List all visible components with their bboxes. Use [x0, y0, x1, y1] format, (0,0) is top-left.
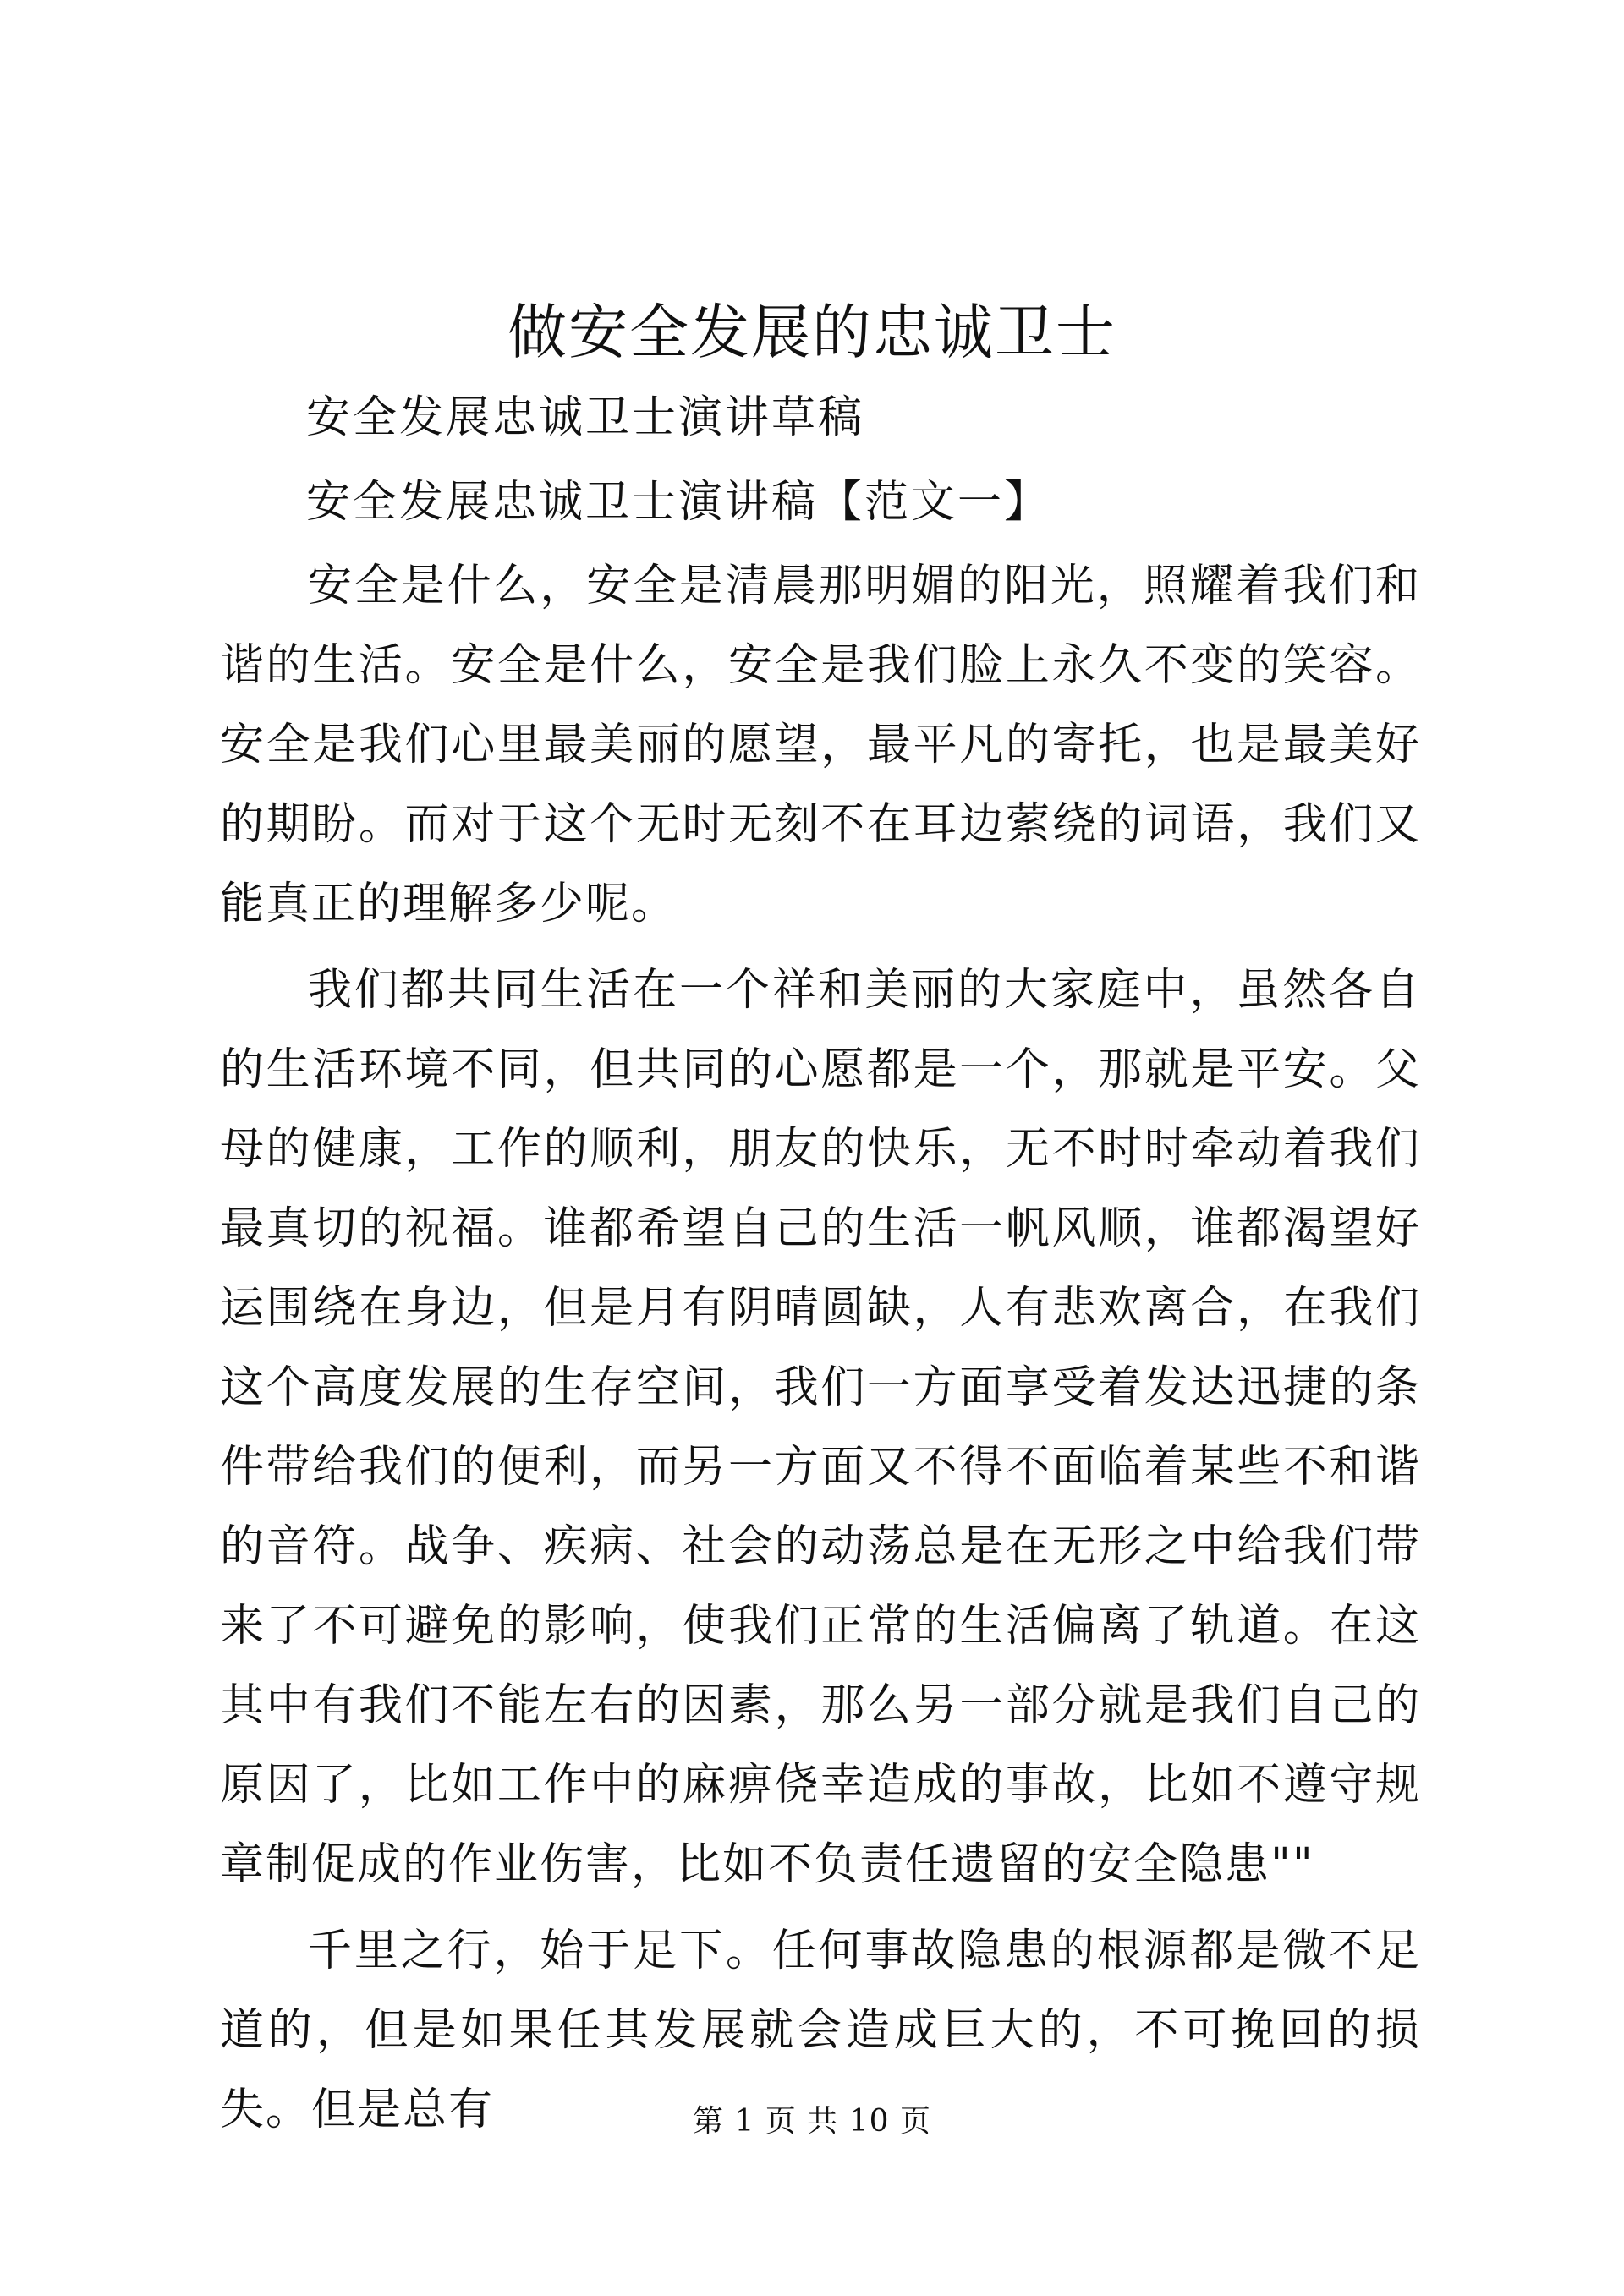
subheading-sample: 安全发展忠诚卫士演讲稿【范文一】: [306, 477, 1051, 528]
paragraph-3: 千里之行，始于足下。任何事故隐患的根源都是微不足道的，但是如果任其发展就会造成巨大的，不可挽回的损失。但是总有: [220, 1926, 1421, 2135]
document-title: 做安全发展的忠诚卫士: [508, 298, 1116, 367]
paragraph-1: 安全是什么，安全是清晨那明媚的阳光，照耀着我们和谐的生活。安全是什么，安全是我们脸上永久不变的笑容。安全是我们心里最美丽的愿望，最平凡的寄托，也是最美好的期盼。而对于这个无时无刻不在耳边萦绕的词语，我们又能真正的理解多少呢。: [220, 561, 1421, 929]
document-body: [220, 546, 1421, 2150]
subheading-draft: 安全发展忠诚卫士演讲草稿: [306, 392, 865, 443]
paragraph-2: 我们都共同生活在一个祥和美丽的大家庭中，虽然各自的生活环境不同，但共同的心愿都是一个，那就是平安。父母的健康，工作的顺利，朋友的快乐，无不时时牵动着我们最真切的祝福。谁都希望自己的生活一帆风顺，谁都渴望好运围绕在身边，但是月有阴晴圆缺，人有悲欢离合，在我们这个高度发展的生存空间，我们一方面享受着发达迅捷的条件带给我们的便利，而另一方面又不得不面临着某些不和谐的音符。战争、疾病、社会的动荡总是在无形之中给我们带来了不可避免的影响，使我们正常的生活偏离了轨道。在这其中有我们不能左右的因素，那么另一部分就是我们自己的原因了，比如工作中的麻痹侥幸造成的事故，比如不遵守规章制促成的作业伤害，比如不负责任遗留的安全隐患"": [220, 965, 1421, 1890]
page-footer: 第 1 页 共 10 页: [693, 2104, 931, 2139]
